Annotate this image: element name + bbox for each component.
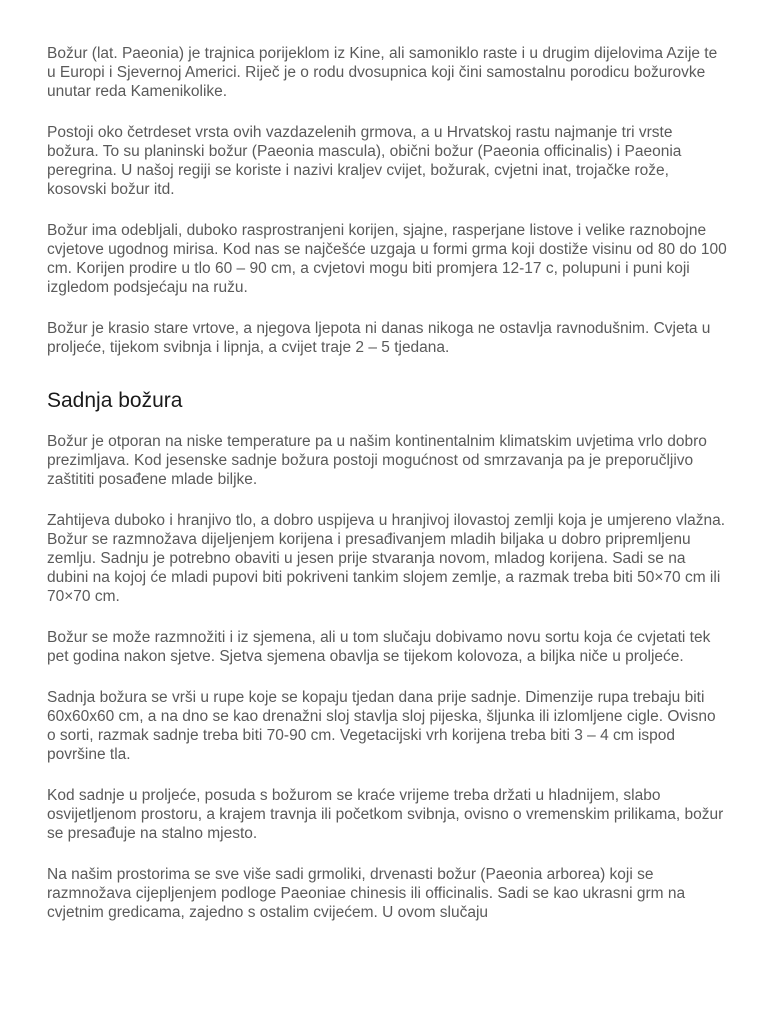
intro-paragraph-4: Božur je krasio stare vrtove, a njegova ljepota ni danas nikoga ne ostavlja ravnodušnim. Cvjeta u proljeće, tijekom svibnja i lipnja, a cvijet traje 2 – 5 tjedana. <box>47 320 711 356</box>
section-heading: Sadnja božura <box>47 389 183 412</box>
section-paragraph-6: Na našim prostorima se sve više sadi grmoliki, drvenasti božur (Paeonia arborea) koji se razmnožava cijepljenjem podloge Paeoniae chinesis ili officinalis. Sadi se kao ukrasni grm na cvjetnim gredicama, zajedno s ostalim cvijećem. U ovom slučaju <box>47 866 686 921</box>
section-paragraph-1: Božur je otporan na niske temperature pa u našim kontinentalnim klimatskim uvjetima vrlo dobro prezimljava. Kod jesenske sadnje božura postoji mogućnost od smrzavanja pa je preporučljivo zaštititi posađene mlade biljke. <box>47 433 707 488</box>
section-paragraph-5: Kod sadnje u proljeće, posuda s božurom se kraće vrijeme treba držati u hladnijem, slabo osvijetljenom prostoru, a krajem travnja ili početkom svibnja, ovisno o vremenskim prilikama, božur se presađuje na stalno mjesto. <box>47 787 724 842</box>
intro-paragraph-1: Božur (lat. Paeonia) je trajnica porijeklom iz Kine, ali samoniklo raste i u drugim dijelovima Azije te u Europi i Sjevernoj Americi. Riječ je o rodu dvosupnica koji čini samostalnu porodicu božurovke unutar reda Kamenikolike. <box>47 45 718 100</box>
intro-paragraph-2: Postoji oko četrdeset vrsta ovih vazdazelenih grmova, a u Hrvatskoj rastu najmanje tri vrste božura. To su planinski božur (Paeonia mascula), obični božur (Paeonia officinalis) i Paeonia peregrina. U našoj regiji se koriste i nazivi kraljev cvijet, božurak, cvjetni inat, trojačke rože, kosovski božur itd. <box>47 124 682 198</box>
section-paragraph-3: Božur se može razmnožiti i iz sjemena, ali u tom slučaju dobivamo novu sortu koja će cvjetati tek pet godina nakon sjetve. Sjetva sjemena obavlja se tijekom kolovoza, a biljka niče u proljeće. <box>47 629 711 665</box>
section-paragraph-4: Sadnja božura se vrši u rupe koje se kopaju tjedan dana prije sadnje. Dimenzije rupa trebaju biti 60x60x60 cm, a na dno se kao drenažni sloj stavlja sloj pijeska, šljunka ili izlomljene cigle. Ovisno o sorti, razmak sadnje treba biti 70-90 cm. Vegetacijski vrh korijena treba biti 3 – 4 cm ispod površine tla. <box>47 689 716 763</box>
section-paragraph-2: Zahtijeva duboko i hranjivo tlo, a dobro uspijeva u hranjivoj ilovastoj zemlji koja je umjereno vlažna. Božur se razmnožava dijeljenjem korijena i presađivanjem mladih biljaka u dobro pripremljenu zemlju. Sadnju je potrebno obaviti u jesen prije stvaranja novom, mladog korijena. Sadi se na dubini na kojoj će mladi pupovi biti pokriveni tankim slojem zemlje, a razmak treba biti 50×70 cm ili 70×70 cm. <box>47 512 726 605</box>
article-body <box>47 44 727 944</box>
intro-paragraph-3: Božur ima odebljali, duboko rasprostranjeni korijen, sjajne, rasperjane listove i velike raznobojne cvjetove ugodnog mirisa. Kod nas se najčešće uzgaja u formi grma koji dostiže visinu od 80 do 100 cm. Korijen prodire u tlo 60 – 90 cm, a cvjetovi mogu biti promjera 12-17 c, polupuni i puni koji izgledom podsjećaju na ružu. <box>47 222 727 296</box>
